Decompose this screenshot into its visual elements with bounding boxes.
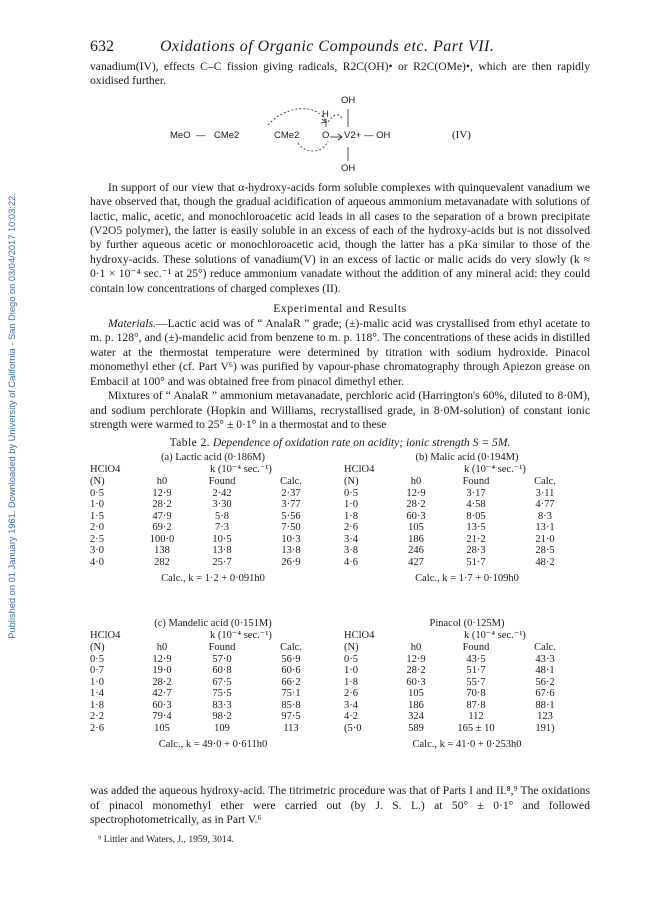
cell: 21·2: [466, 533, 486, 545]
col-calc-header: Calc.: [534, 475, 556, 487]
cell: 79·4: [152, 711, 172, 723]
table-row: [90, 654, 336, 666]
table-row: [344, 700, 590, 712]
col-h0-header: h0: [156, 641, 168, 653]
formula-oh-right: — OH: [364, 129, 391, 141]
cell: 0·5: [344, 653, 358, 665]
table-row: [90, 511, 336, 523]
cell: 43·5: [466, 653, 486, 665]
table-subtitle: Pinacol (0·125M): [429, 618, 505, 630]
cell: 113: [283, 723, 299, 735]
cell: 60·8: [212, 665, 232, 677]
cell: 3·17: [466, 487, 486, 499]
cell: 69·2: [152, 522, 172, 534]
cell: 2·6: [344, 688, 358, 700]
section-title: Experimental and Results: [273, 302, 407, 316]
cell: 1·0: [90, 676, 104, 688]
cell: 2·6: [344, 522, 358, 534]
col-k-header: k (10⁻⁴ sec.⁻¹): [464, 464, 526, 476]
cell: 7·3: [215, 522, 229, 534]
cell: 1·4: [90, 688, 104, 700]
table-row: [344, 688, 590, 700]
cell: 28·2: [152, 499, 172, 511]
col-acid-unit: (N): [344, 475, 359, 487]
table-subtitle: (b) Malic acid (0·194M): [415, 452, 519, 464]
cell: 60·6: [281, 665, 301, 677]
col-calc-header: Calc.: [280, 641, 302, 653]
cell: 1·0: [344, 665, 358, 677]
cell: 67·6: [535, 688, 555, 700]
formula-meo: MeO: [170, 129, 191, 141]
cell: 21·0: [535, 533, 555, 545]
cell: 109: [214, 723, 230, 735]
cell: 0·7: [90, 665, 104, 677]
table-row: [90, 545, 336, 557]
fit-equation: Calc., k = 49·0 + 0·611h0: [158, 738, 268, 750]
table-malic: [344, 451, 590, 585]
cell: 97·5: [281, 711, 301, 723]
table-row: [344, 522, 590, 534]
cell: 87·8: [466, 699, 486, 711]
running-header: [90, 38, 590, 56]
col-found-header: Found: [462, 475, 490, 487]
formula-h: H: [322, 108, 329, 120]
cell: 51·7: [466, 557, 486, 569]
cell: 28·5: [535, 545, 555, 557]
cell: 427: [408, 557, 424, 569]
cell: 3·8: [344, 545, 358, 557]
formula-o: O: [322, 129, 330, 141]
data-tables: [90, 449, 590, 784]
download-watermark-text: Published on 01 January 1961. Downloaded by University of California - San Diego on 03/04/2017 10:03:22.: [7, 193, 17, 639]
cell: 4·77: [535, 499, 555, 511]
cell: 48·1: [535, 665, 555, 677]
cell: 60·3: [406, 676, 426, 688]
cell: (5·0: [344, 723, 362, 735]
formula-v: V2+: [344, 129, 362, 141]
table-lactic: [90, 451, 336, 585]
table-row: [344, 545, 590, 557]
fit-equation: Calc., k = 41·0 + 0·253h0: [412, 738, 522, 750]
cell: 8·05: [466, 510, 486, 522]
table-row: [90, 534, 336, 546]
cell: 4·58: [466, 499, 486, 511]
formula-bonds: [90, 89, 590, 181]
table-row: [344, 557, 590, 569]
table-row: [344, 711, 590, 723]
col-calc-header: Calc.: [280, 475, 302, 487]
cell: 4·6: [344, 557, 358, 569]
cell: 43·3: [535, 653, 555, 665]
formula-oh-top: OH: [341, 94, 356, 106]
cell: 112: [468, 711, 484, 723]
cell: 2·42: [212, 487, 232, 499]
cell: 7·50: [281, 522, 301, 534]
cell: 3·4: [344, 533, 358, 545]
running-title: Oxidations of Organic Compounds etc. Part VII.: [160, 38, 495, 55]
cell: 186: [408, 533, 424, 545]
cell: 3·77: [281, 499, 301, 511]
col-acid-header: HClO4: [90, 630, 121, 642]
cell: 4·2: [344, 711, 358, 723]
table-row: [344, 499, 590, 511]
cell: 13·8: [212, 545, 232, 557]
cell: 98·2: [212, 711, 232, 723]
table-caption-label: Table 2.: [169, 436, 210, 450]
cell: 28·2: [406, 499, 426, 511]
cell: 123: [537, 711, 553, 723]
materials-text: —Lactic acid was of “ AnalaR ” grade; (±)-malic acid was crystallised from ethyl acetate to m. p. 128°, and (±)-mandelic acid from benzene to m. p. 118°. The concentrations of these acids in distilled water at the thermostat temperature were determined by titration with sodium hydroxide. Pinacol monomethyl ether (cf. Part V⁶) was purified by vapour-phase chromatography through Apiezon grease on Embacil at 100° and was obtained free from pinacol dimethyl ether.: [90, 317, 590, 388]
table-mandelic: [90, 617, 336, 751]
col-found-header: Found: [208, 475, 236, 487]
formula-oh-bottom: OH: [341, 162, 356, 174]
cell: 60·3: [152, 699, 172, 711]
cell: 282: [154, 557, 170, 569]
cell: 67·5: [212, 676, 232, 688]
cell: 85·8: [281, 699, 301, 711]
cell: 75·1: [281, 688, 301, 700]
cell: 2·37: [281, 487, 301, 499]
col-acid-unit: (N): [344, 641, 359, 653]
cell: 246: [408, 545, 424, 557]
cell: 589: [408, 723, 424, 735]
cell: 70·8: [466, 688, 486, 700]
cell: 57·0: [212, 653, 232, 665]
cell: 10·5: [212, 533, 232, 545]
col-calc-header: Calc.: [534, 641, 556, 653]
cell: 105: [154, 723, 170, 735]
cell: 191): [535, 723, 555, 735]
col-acid-unit: (N): [90, 475, 105, 487]
cell: 28·2: [152, 676, 172, 688]
cell: 1·8: [90, 699, 104, 711]
cell: 42·7: [152, 688, 172, 700]
cell: 55·7: [466, 676, 486, 688]
page-number: 632: [90, 38, 114, 55]
cell: 25·7: [212, 557, 232, 569]
cell: 88·1: [535, 699, 555, 711]
col-k-header: k (10⁻⁴ sec.⁻¹): [464, 630, 526, 642]
cell: 13·1: [535, 522, 555, 534]
table-row: [344, 511, 590, 523]
cell: 2·5: [90, 533, 104, 545]
cell: 105: [408, 688, 424, 700]
cell: 5·8: [215, 510, 229, 522]
cell: 2·2: [90, 711, 104, 723]
footnote: ⁹ Littler and Waters, J., 1959, 3014.: [98, 833, 234, 845]
col-found-header: Found: [462, 641, 490, 653]
cell: 1·0: [344, 499, 358, 511]
cell: 0·5: [90, 487, 104, 499]
cell: 3·30: [212, 499, 232, 511]
cell: 0·5: [344, 487, 358, 499]
cell: 5·56: [281, 510, 301, 522]
cell: 324: [408, 711, 424, 723]
cell: 12·9: [152, 653, 172, 665]
fit-equation: Calc., k = 1·2 + 0·091h0: [161, 572, 265, 584]
cell: 1·0: [90, 499, 104, 511]
cell: 60·3: [406, 510, 426, 522]
cell: 28·3: [466, 545, 486, 557]
table-caption: [90, 436, 590, 449]
col-h0-header: h0: [156, 475, 168, 487]
cell: 3·0: [90, 545, 104, 557]
table-subtitle: (c) Mandelic acid (0·151M): [154, 618, 272, 630]
materials-paragraph: [90, 317, 590, 389]
cell: 13·5: [466, 522, 486, 534]
table-row: [90, 499, 336, 511]
table-subtitle: (a) Lactic acid (0·186M): [160, 452, 266, 464]
cell: 66·2: [281, 676, 301, 688]
formula-cme2-a: CMe2: [214, 129, 240, 141]
cell: 56·9: [281, 653, 301, 665]
table-row: [344, 488, 590, 500]
cell: 138: [154, 545, 170, 557]
cell: 28·2: [406, 665, 426, 677]
cell: 0·5: [90, 653, 104, 665]
cell: 1·5: [90, 510, 104, 522]
cell: 47·9: [152, 510, 172, 522]
col-found-header: Found: [208, 641, 236, 653]
table-row: [90, 677, 336, 689]
download-watermark: [6, 96, 18, 736]
cell: 56·2: [535, 676, 555, 688]
col-acid-header: HClO4: [344, 630, 375, 642]
support-paragraph: In support of our view that α-hydroxy-acids form soluble complexes with quinquevalent vanadium we have observed that, though the gradual acidification of aqueous ammonium metavanadate with solutions of lactic, malic, acetic, and monochloroacetic acid leads in all cases to the separation of a brown precipitate (V2O5 polymer), the latter is easily soluble in an excess of each of the hydroxy-acids but is not dissolved by further aqueous acetic or monochloroacetic acid, though the latter has a pKa similar to those of the hydroxy-acids. These solutions of vanadium(V) in an excess of lactic or malic acids do very slowly (k ≈ 0·1 × 10⁻⁴ sec.⁻¹ at 25°) reduce ammonium vanadate without the addition of any mineral acid: they could contain low concentrations of charged complexes (II).: [90, 180, 590, 295]
mixtures-paragraph: Mixtures of “ AnalaR ” ammonium metavanadate, perchloric acid (Harrington's 60%, diluted to 8·0M), and sodium perchlorate (Hopkin and Williams, recrystallised grade, in 8·0M-solution) of constant ionic strength were warmed to 25° ± 0·1° in a thermostat and to these: [90, 389, 590, 431]
col-acid-header: HClO4: [90, 464, 121, 476]
cell: 83·3: [212, 699, 232, 711]
table-row: [90, 557, 336, 569]
cell: 100·0: [149, 533, 175, 545]
table-row: [90, 688, 336, 700]
table-row: [344, 665, 590, 677]
table-row: [90, 700, 336, 712]
formula-label: (IV): [452, 128, 471, 141]
formula-cme2-b: CMe2: [274, 129, 300, 141]
cell: 13·8: [281, 545, 301, 557]
table-row: [344, 723, 590, 735]
cell: 10·3: [281, 533, 301, 545]
cell: 4·0: [90, 557, 104, 569]
materials-label: Materials.: [108, 317, 156, 331]
cell: 8·3: [538, 510, 552, 522]
col-h0-header: h0: [410, 475, 422, 487]
table-row: [90, 723, 336, 735]
structure-formula-iv: [90, 89, 590, 181]
col-k-header: k (10⁻⁴ sec.⁻¹): [210, 464, 272, 476]
cell: 75·5: [212, 688, 232, 700]
table-pinacol: [344, 617, 590, 751]
table-row: [90, 488, 336, 500]
cell: 165 ± 10: [457, 723, 495, 735]
table-row: [90, 665, 336, 677]
cell: 3·4: [344, 699, 358, 711]
table-row: [90, 522, 336, 534]
cell: 2·6: [90, 723, 104, 735]
col-k-header: k (10⁻⁴ sec.⁻¹): [210, 630, 272, 642]
cell: 51·7: [466, 665, 486, 677]
table-row: [344, 677, 590, 689]
cell: 105: [408, 522, 424, 534]
procedure-paragraph: was added the aqueous hydroxy-acid. The titrimetric procedure was that of Parts I and II.⁸,⁹ The oxidations of pinacol monomethyl ether were carried out (by J. S. L.) at 50° ± 0·1° and followed spectrophotometrically, as in Part V.⁶: [90, 784, 590, 827]
formula-bond: —: [196, 129, 206, 141]
col-acid-unit: (N): [90, 641, 105, 653]
table-row: [344, 534, 590, 546]
cell: 19·0: [152, 665, 172, 677]
cell: 12·9: [406, 653, 426, 665]
cell: 186: [408, 699, 424, 711]
cell: 48·2: [535, 557, 555, 569]
cell: 1·8: [344, 676, 358, 688]
cell: 26·9: [281, 557, 301, 569]
cell: 2·0: [90, 522, 104, 534]
cell: 3·11: [535, 487, 555, 499]
table-row: [90, 711, 336, 723]
table-row: [344, 654, 590, 666]
cell: 12·9: [406, 487, 426, 499]
fit-equation: Calc., k = 1·7 + 0·109h0: [415, 572, 519, 584]
col-h0-header: h0: [410, 641, 422, 653]
cell: 12·9: [152, 487, 172, 499]
intro-paragraph: vanadium(IV), effects C–C fission giving radicals, R2C(OH)• or R2C(OMe)•, which are then rapidly oxidised further.: [90, 60, 590, 88]
table-caption-text: Dependence of oxidation rate on acidity; ionic strength S = 5M.: [212, 436, 511, 450]
cell: 1·8: [344, 510, 358, 522]
journal-page: [90, 38, 590, 845]
col-acid-header: HClO4: [344, 464, 375, 476]
